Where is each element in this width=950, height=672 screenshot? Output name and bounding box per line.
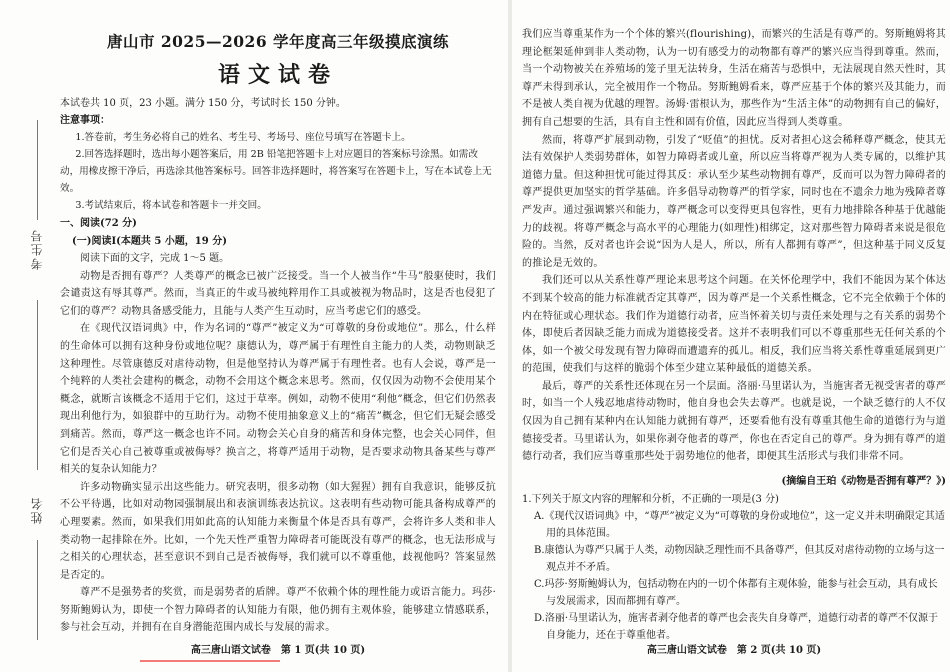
notice-item: 1.答卷前，考生务必将自己的姓名、考生号、考场号、座位号填写在答题卡上。 — [75, 132, 411, 144]
margin-line — [37, 120, 38, 220]
name-label: 姓名 — [30, 496, 44, 524]
margin-line — [37, 540, 38, 640]
red-stamp-mark — [140, 660, 280, 672]
answer-option-d: D.洛丽·马里诺认为，施害者剥夺他者的尊严也会丧失自身尊严，道德行动者的尊严不仅源于自身能力，还在于尊重他者。 — [534, 612, 939, 641]
essay-paragraph: 我们应当尊重某作为一个个体的繁兴(flourishing)，而繁兴的生活是有尊严的。努斯鲍姆将其理论框架延伸到非人类动物，认为一切有感受力的动物都有尊严的繁兴应当得到尊重。然而，当一个动物被关在养殖场的笼子里无法转身，生活在痛苦与恐惧中，无法展现自然天性时，其尊严未得到承认，完全被用作一个物品。努斯鲍姆看来，尊严应基于个体的繁兴及其能力，而不是被人类自视为优越的理智。汤姆·雷根认为，那些作为“生活主体”的动物拥有自己的偏好，拥有自己想要的生活，具有自主性和固有价值，因此应当得到人类尊重。 — [522, 29, 946, 128]
exam-page-2 — [512, 0, 950, 672]
essay-paragraph: 然而，将尊严扩展到动物，引发了“贬值”的担忧。反对者担心这会稀释尊严概念，使其无法有效保护人类弱势群体，如智力障碍者或儿童，所以应当将尊严视为人类专属的，以维护其道德力量。但这种担忧可能过得其反：承认至少某些动物拥有尊严，反而可以为智力障碍者的尊严提供更加坚实的哲学基础。许多倡导动物尊严的哲学家，同时也在不遗余力地为残障者尊严发声。通过强调繁兴和能力，尊严概念可以变得更具包容性，更有力地排除各种基于优越能力的歧视。将尊严概念与高水平的心理能力(如理性)相绑定，这对那些智力障碍者来说是很危险的。当然，反对者也许会说“因为人是人，所以，所有人都拥有尊严”，但这种基于同义反复的推论是无效的。 — [522, 134, 946, 269]
essay-paragraph: 动物是否拥有尊严？人类尊严的概念已被广泛接受。当一个人被当作“牛马”般驱使时，我们会谴责这有辱其尊严。然而，当真正的牛或马被纯粹用作工具或被视为物品时，这是否也侵犯了它们的尊严？动物具备感受能力，且能与人类产生互动时，应当考虑它们的感受。 — [60, 270, 496, 317]
margin-line — [37, 300, 38, 470]
page-footer: 高三唐山语文试卷 第 1 页(共 10 页) — [190, 645, 366, 656]
notice-item: 3.考试结束后，将本试卷和答题卡一并交回。 — [75, 200, 267, 212]
page-2-content — [522, 26, 946, 644]
essay-paragraph: 许多动物确实显示出这些能力。研究表明，很多动物（如大猩猩）拥有自我意识，能够反抗不公平待遇，比如对动物园强制展出和表演训练表达抗议。这表明有些动物可能具备构成尊严的心理要素。然而，如果我们用如此高的认知能力来衡量个体是否具有尊严，会将许多人类和非人类动物一起排除在外。比如，一个先天性严重智力障碍者可能既没有尊严的概念，也无法形成与之相关的心理状态，甚至意识不到自己是否被侮辱，我们就可以不尊重他，歧视他吗？答案显然是否定的。 — [60, 481, 496, 581]
answer-option-b: B.康德认为尊严只属于人类，动物因缺乏理性而不具备尊严，但其反对虐待动物的立场与这一观点并不矛盾。 — [534, 544, 945, 573]
binding-margin — [0, 0, 62, 672]
reading-heading: (一)阅读Ⅰ(本题共 5 小题，19 分) — [72, 236, 227, 248]
essay-paragraph: 尊严不是强势者的奖赏，而是弱势者的盾牌。尊严不依赖个体的理性能力或语言能力。玛莎·努斯鲍姆认为，即使一个智力障碍者的认知能力有限，他仍拥有主观体验，能够建立情感联系，参与社会互动，并拥有在自身潜能范围内成长与发展的需求。 — [60, 587, 496, 634]
reading-instruction: 阅读下面的文字，完成 1～5 题。 — [80, 253, 230, 265]
answer-option-a: A.《现代汉语词典》中，“尊严”被定义为“可尊敬的身份或地位”，这一定义并未明确限定其适用的具体范围。 — [534, 510, 945, 539]
essay-paragraph: 我们还可以从关系性尊严理论来思考这个问题。在关怀伦理学中，我们不能因为某个体达不到某个较高的能力标准就否定其尊严，因为尊严是一个关系性概念，它不完全依赖于个体的内在特征或心理状态。我们作为道德行动者，应当怀着关切与责任来处理与之有关系的弱势个体，即使后者因缺乏能力而成为道德接受者。这并不表明我们可以不尊重那些无任何关系的个体，如一个被父母发现有智力障碍而遭遗弃的孤儿。相反，我们应当将关系性尊重延展到更广的范围，使我们与这样的脆弱个体至少建立某种最低的道德关系。 — [522, 275, 946, 375]
notice-heading: 注意事项： — [60, 115, 110, 127]
source-citation: (摘编自王珀《动物是否拥有尊严？》) — [781, 475, 946, 487]
notice-item: 2.回答选择题时，选出每小题答案后，用 2B 铅笔把答题卡上对应题目的答案标号涂黑。如需改动，用橡皮擦干净后，再选涂其他答案标号。回答非选择题时，将答案写在答题卡上，写在本试卷上无效。 — [60, 149, 492, 195]
section-heading: 一、阅读(72 分) — [60, 218, 137, 230]
page-1-content — [60, 26, 496, 637]
essay-paragraph: 在《现代汉语词典》中，作为名词的“尊严”被定义为“可尊敬的身份或地位”。那么，什么样的生命体可以拥有这种身份或地位呢？康德认为，尊严属于有理性自主能力的人类，动物则缺乏这种理性。尽管康德反对虐待动物，但是他坚持认为尊严属于有理性者。也有人会说，尊严是一个纯粹的人类社会建构的概念，动物不会用这个概念来思考。然而，仅仅因为动物不会使用某个概念，就断言该概念不适用于它们，这过于草率。例如，动物不使用“利他”概念，但它们仍然表现出利他行为，如狼群中的互助行为。动物不使用抽象意义上的“痛苦”概念，但它们无疑会感受到痛苦。然而，尊严这一概念也许不同。动物会关心自身的痛苦和身体完整，也会关心同伴，但它们是否关心自己被尊重或被侮辱？换言之，将尊严适用于动物，是否要求动物具备某些与尊严相关的复杂认知能力？ — [60, 323, 496, 476]
exam-intro: 本试卷共 10 页，23 小题。满分 150 分，考试时长 150 分钟。 — [60, 98, 346, 109]
essay-paragraph: 最后，尊严的关系性还体现在另一个层面。洛丽·马里诺认为，当施害者无视受害者的尊严时，如当一个人残忍地虐待动物时，他自身也会失去尊严。也就是说，一个缺乏德行的人不仅仅因为自己拥有某种内在认知能力就拥有尊严，还要看他有没有尊重其他生命的道德行为与道德接受者。马里诺认为，如果你剥夺他者的尊严，你也在否定自己的尊严。身为拥有尊严的道德行动者，我们应当尊重那些处于弱势地位的他者，即便其生活形式与我们非常不同。 — [522, 380, 946, 463]
page-footer: 高三唐山语文试卷 第 2 页(共 10 页) — [646, 645, 822, 656]
exam-subtitle: 语文试卷 — [217, 62, 338, 88]
question-stem: 1.下列关于原文内容的理解和分析，不正确的一项是(3 分) — [522, 493, 779, 505]
exam-number-label: 考生号 — [30, 228, 44, 270]
exam-title: 唐山市 2025—2026 学年度高三年级摸底演练 — [106, 32, 450, 51]
answer-option-c: C.玛莎·努斯鲍姆认为，包括动物在内的一切个体都有主观体验，能参与社会互动，具有成长与发展需求，因而都拥有尊严。 — [534, 578, 938, 607]
